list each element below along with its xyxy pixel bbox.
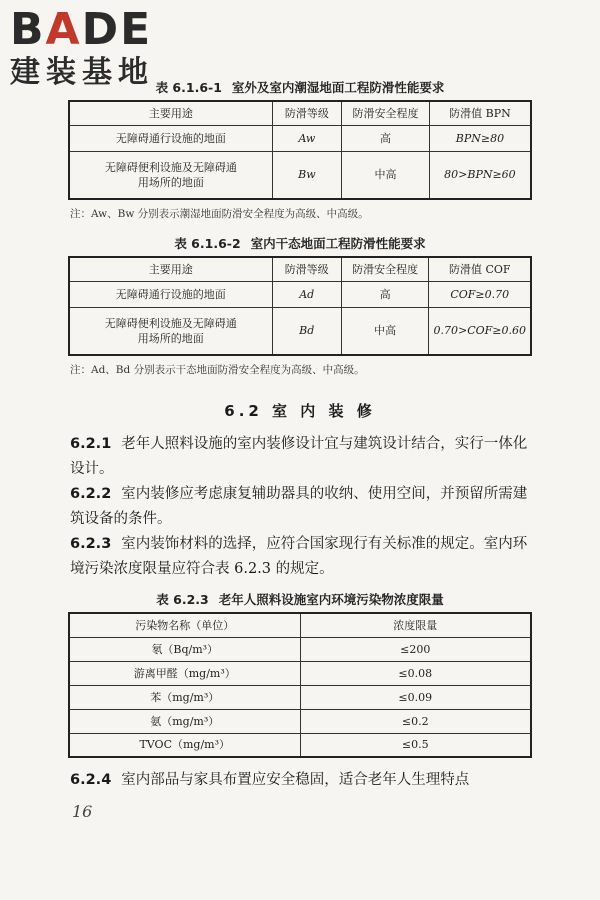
table-caption: 表 6.1.6-1 室外及室内潮湿地面工程防滑性能要求: [155, 80, 445, 95]
table-cell: 游离甲醛（mg/m³）: [69, 661, 300, 685]
table-cell: 氨（mg/m³）: [69, 709, 300, 733]
table-row: [69, 661, 531, 685]
table-row: [69, 709, 531, 733]
table-note: 注：Aw、Bw 分别表示潮湿地面防滑安全程度为高级、中高级。: [70, 208, 369, 220]
table-cell: ≤0.08: [300, 661, 531, 685]
logo-subtitle: 建装基地: [10, 55, 154, 90]
table-note: 注：Ad、Bd 分别表示干态地面防滑安全程度为高级、中高级。: [70, 364, 365, 376]
table-cell: 中高: [341, 307, 429, 355]
table-cell: 无障碍便利设施及无障碍通用场所的地面: [69, 151, 272, 199]
table-cell: 无障碍便利设施及无障碍通用场所的地面: [69, 307, 272, 355]
table-cell: 无障碍通行设施的地面: [69, 281, 272, 307]
table-cell: TVOC（mg/m³）: [69, 733, 300, 757]
header-cell: 防滑安全程度: [342, 101, 430, 125]
clause: 6.2.3 室内装饰材料的选择，应符合国家现行有关标准的规定。室内环境污染浓度限量应符合表 6.2.3 的规定。: [70, 536, 528, 577]
header-cell: 污染物名称（单位）: [69, 613, 300, 637]
table-cell: Bd: [272, 307, 341, 355]
table-row: [69, 307, 531, 355]
table-row: [69, 151, 531, 199]
table-cell: ≤0.09: [300, 685, 531, 709]
table-row: [69, 125, 531, 151]
table-cell: ≤200: [300, 637, 531, 661]
table-row: [69, 733, 531, 757]
table-cell: 0.70>COF≥0.60: [429, 307, 531, 355]
table-cell: 高: [342, 125, 430, 151]
table-caption: 表 6.2.3 老年人照料设施室内环境污染物浓度限量: [156, 592, 444, 607]
header-cell: 防滑等级: [272, 101, 341, 125]
table-pollutant-limits: [68, 612, 532, 758]
logo-wordmark: BADE: [10, 4, 153, 55]
table-row: [69, 685, 531, 709]
table-header-row: [69, 257, 531, 281]
table-cell: 中高: [342, 151, 430, 199]
table-cell: COF≥0.70: [429, 281, 531, 307]
header-cell: 防滑安全程度: [341, 257, 429, 281]
header-cell: 防滑等级: [272, 257, 341, 281]
table-cell: 无障碍通行设施的地面: [69, 125, 272, 151]
table-cell: Bw: [272, 151, 341, 199]
section-title: 6.2 室 内 装 修: [224, 402, 376, 420]
header-cell: 主要用途: [69, 257, 272, 281]
table-header-row: [69, 101, 531, 125]
table-row: [69, 637, 531, 661]
table-cell: ≤0.2: [300, 709, 531, 733]
header-cell: 防滑值 BPN: [429, 101, 531, 125]
clause: 6.2.2 室内装修应考虑康复辅助器具的收纳、使用空间，并预留所需建筑设备的条件。: [70, 486, 528, 527]
clause: 6.2.1 老年人照料设施的室内装修设计宜与建筑设计结合，实行一体化设计。: [70, 436, 528, 477]
table-cell: 高: [341, 281, 429, 307]
table-row: [69, 281, 531, 307]
table-caption: 表 6.1.6-2 室内干态地面工程防滑性能要求: [174, 236, 426, 251]
header-cell: 防滑值 COF: [429, 257, 531, 281]
table-cell: 氡（Bq/m³）: [69, 637, 300, 661]
page-number: 16: [72, 802, 93, 821]
table-header-row: [69, 613, 531, 637]
table-cell: BPN≥80: [429, 125, 531, 151]
table-cell: Ad: [272, 281, 341, 307]
table-cell: ≤0.5: [300, 733, 531, 757]
table-slip-dry: [68, 256, 532, 356]
clause: 6.2.4 室内部品与家具布置应安全稳固，适合老年人生理特点: [70, 772, 470, 788]
table-cell: 苯（mg/m³）: [69, 685, 300, 709]
table-cell: Aw: [272, 125, 341, 151]
header-cell: 浓度限量: [300, 613, 531, 637]
table-cell: 80>BPN≥60: [429, 151, 531, 199]
table-slip-wet: [68, 100, 532, 200]
header-cell: 主要用途: [69, 101, 272, 125]
